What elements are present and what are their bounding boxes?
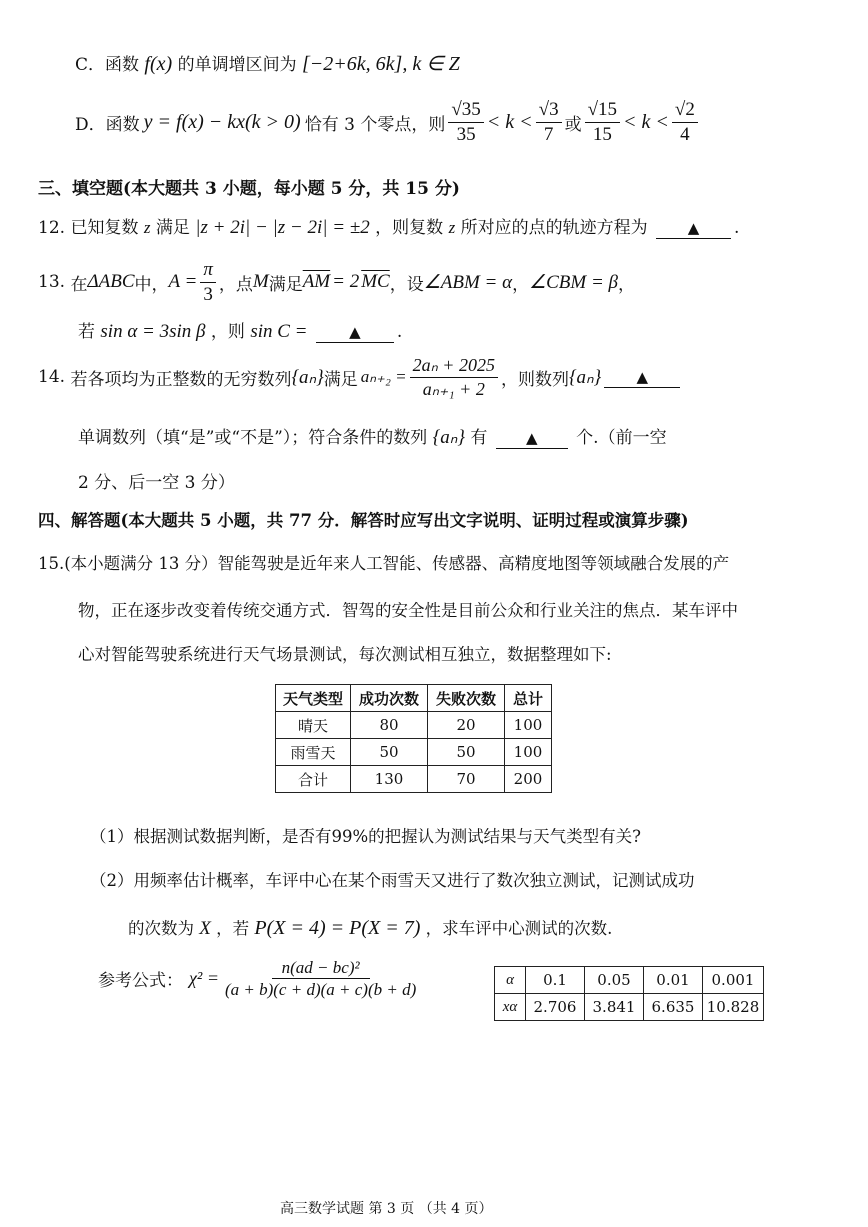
q14-text2: 满足 bbox=[323, 369, 358, 390]
q13-pi-den: 3 bbox=[203, 283, 213, 305]
critical-value-table bbox=[494, 966, 764, 1021]
x-cell: 6.635 bbox=[644, 994, 703, 1021]
q15-para-line2: 物，正在逐步改变着传统交通方式．智驾的安全性是目前公众和行业关注的焦点．某车评中 bbox=[78, 601, 738, 620]
table-cell: 合计 bbox=[276, 766, 351, 793]
q14-lhs: aₙ₊₂ = bbox=[360, 367, 407, 386]
q13-angle-cbm: ∠CBM = β bbox=[529, 271, 619, 293]
table-cell: 70 bbox=[428, 766, 505, 793]
q15-sub2-line1: （2）用频率估计概率，车评中心在某个雨雪天又进行了数次独立测试，记测试成功 bbox=[90, 871, 695, 890]
q13-l2-text1: 若 bbox=[78, 322, 95, 342]
q14-answer-blank2 bbox=[496, 428, 568, 449]
q15-data-table bbox=[275, 684, 552, 793]
table-cell: 20 bbox=[428, 712, 505, 739]
q11-d-frac3 bbox=[585, 98, 620, 147]
x-cell: 10.828 bbox=[703, 994, 764, 1021]
q11-c-interval: [−2+6k, 6k], k ∈ Z bbox=[302, 53, 460, 75]
table-cell: 100 bbox=[505, 739, 552, 766]
q11-d-frac1 bbox=[448, 98, 483, 147]
q11-c-text: 的单调增区间为 bbox=[177, 55, 297, 75]
table-row bbox=[276, 739, 552, 766]
q11-d-frac2-num: √3 bbox=[536, 98, 562, 123]
q11-d-text: 恰有 3 个零点，则 bbox=[304, 114, 446, 135]
q15-prob-equation: P(X = 4) = P(X = 7) bbox=[254, 917, 421, 939]
table-header-cell: 失败次数 bbox=[428, 685, 505, 712]
table-cell: 雨雪天 bbox=[276, 739, 351, 766]
q13-l2-text2: ，则 bbox=[210, 322, 245, 342]
q15-sub2-line2 bbox=[128, 915, 612, 940]
q14-seq2: {aₙ} bbox=[568, 366, 602, 388]
table-row bbox=[276, 766, 552, 793]
q12-text4: 所对应的点的轨迹方程为 bbox=[460, 218, 648, 238]
q15-s3-text2: ，若 bbox=[216, 919, 250, 938]
chi-square-fraction bbox=[222, 957, 419, 1001]
q13-blank-mark: ▲ bbox=[349, 323, 361, 341]
q11-d-lt2: < k < bbox=[623, 110, 669, 133]
chi-formula-num: n(ad − bc)² bbox=[272, 957, 370, 979]
q14-frac-den: aₙ₊₁ + 2 bbox=[422, 378, 485, 399]
q13-triangle: ΔABC bbox=[87, 271, 135, 293]
table-cell: 100 bbox=[505, 712, 552, 739]
q13-pi-frac bbox=[200, 258, 216, 307]
q14-frac-num: 2aₙ + 2025 bbox=[410, 354, 498, 378]
q14-line2 bbox=[78, 423, 667, 449]
q12-z1: z bbox=[143, 218, 151, 237]
reference-formula bbox=[98, 957, 422, 1001]
q12-z2: z bbox=[448, 218, 456, 237]
q14-frac bbox=[410, 354, 498, 400]
alpha-cell: 0.001 bbox=[703, 967, 764, 994]
x-cell: 3.841 bbox=[585, 994, 644, 1021]
q13-text1: 在 bbox=[70, 274, 88, 295]
q15-para-line3: 心对智能驾驶系统进行天气场景测试，每次测试相互独立，数据整理如下: bbox=[78, 645, 612, 664]
q13-text3: ，点 bbox=[218, 274, 253, 295]
q13-comma: ， bbox=[512, 274, 530, 295]
q15-s3-text3: ，求车评中心测试的次数. bbox=[425, 919, 613, 938]
table-header-row bbox=[276, 685, 552, 712]
q12-text3: ，则复数 bbox=[375, 218, 444, 238]
q15-sub1: （1）根据测试数据判断，是否有99%的把握认为测试结果与天气类型有关? bbox=[90, 827, 642, 846]
table-cell: 130 bbox=[351, 766, 428, 793]
x-cell: 2.706 bbox=[526, 994, 585, 1021]
q12-answer-blank bbox=[656, 218, 731, 239]
q11-d-frac4 bbox=[672, 98, 698, 147]
q13-text5: ，设 bbox=[389, 274, 424, 295]
q11-c-fx: f(x) bbox=[144, 53, 173, 75]
q15-para-line1: 15.(本小题满分 13 分）智能驾驶是近年来人工智能、传感器、高精度地图等领域融合发展的产 bbox=[38, 554, 730, 573]
q13-a-eq: A = bbox=[168, 271, 198, 293]
section-4-heading: 四、解答题(本大题共 5 小题，共 77 分．解答时应写出文字说明、证明过程或演算步骤) bbox=[38, 511, 689, 530]
q13-pi-num: π bbox=[200, 258, 216, 283]
critical-x-row bbox=[495, 994, 764, 1021]
alpha-row bbox=[495, 967, 764, 994]
section-3-heading: 三、填空题(本大题共 3 小题，每小题 5 分，共 15 分) bbox=[38, 179, 460, 199]
q13-text2: 中， bbox=[134, 274, 169, 295]
table-row bbox=[276, 712, 552, 739]
chi-square-symbol: χ² = bbox=[189, 968, 219, 989]
q13-vector-mc: $\overline{MC}$ bbox=[361, 271, 390, 293]
q13-answer-blank bbox=[316, 322, 394, 343]
q11-option-c bbox=[75, 50, 460, 76]
x-label-cell: xα bbox=[495, 994, 526, 1021]
q11-d-lt1: < k < bbox=[486, 110, 533, 133]
q11-d-expr: y = f(x) − kx(k > 0) bbox=[143, 110, 301, 133]
q14-text1: 若各项均为正整数的无穷数列 bbox=[70, 369, 292, 390]
q14-number: 14. bbox=[38, 367, 66, 387]
q13-text6: ， bbox=[618, 274, 636, 295]
table-cell: 晴天 bbox=[276, 712, 351, 739]
q13-vector-am: $\overline{AM}$ bbox=[302, 271, 331, 293]
q14-line1 bbox=[38, 354, 683, 400]
q12-text1: 已知复数 bbox=[70, 218, 139, 238]
q14-l2-text3: 个.（前一空 bbox=[576, 428, 667, 448]
q12-number: 12. bbox=[38, 218, 66, 238]
q14-text3: ，则数列 bbox=[500, 369, 569, 390]
q14-blank1-mark: ▲ bbox=[636, 367, 648, 386]
alpha-cell: 0.1 bbox=[526, 967, 585, 994]
q14-seq1: {aₙ} bbox=[291, 366, 324, 388]
q13-line1 bbox=[38, 258, 635, 307]
table-header-cell: 成功次数 bbox=[351, 685, 428, 712]
q11-d-frac3-den: 15 bbox=[592, 123, 612, 145]
alpha-cell: 0.05 bbox=[585, 967, 644, 994]
q11-d-or: 或 bbox=[564, 114, 582, 135]
q13-sin-equation: sin α = 3sin β bbox=[100, 321, 206, 342]
q15-x-var: X bbox=[199, 918, 211, 939]
q14-l2-text2: 有 bbox=[470, 428, 488, 448]
page-footer: 高三数学试题 第 3 页 （共 4 页） bbox=[280, 1201, 493, 1217]
q13-sin-c: sin C = bbox=[250, 321, 308, 342]
q15-s3-text1: 的次数为 bbox=[128, 919, 194, 938]
q13-eq2: = 2 bbox=[332, 271, 360, 293]
q12-equation: |z + 2i| − |z − 2i| = ±2 bbox=[195, 217, 370, 238]
table-header-cell: 天气类型 bbox=[276, 685, 351, 712]
q14-blank2-mark: ▲ bbox=[525, 429, 538, 447]
q11-d-frac4-num: √2 bbox=[672, 98, 698, 123]
q11-c-prefix: C．函数 bbox=[75, 55, 140, 75]
table-cell: 200 bbox=[505, 766, 552, 793]
q14-answer-blank1 bbox=[604, 367, 680, 388]
q13-number: 13. bbox=[38, 272, 66, 293]
q14-seq3: {aₙ} bbox=[432, 427, 465, 448]
table-cell: 50 bbox=[351, 739, 428, 766]
q11-d-frac3-num: √15 bbox=[585, 98, 620, 123]
q13-text4: 满足 bbox=[268, 274, 303, 295]
q11-d-frac1-den: 35 bbox=[456, 123, 476, 145]
q11-d-prefix: D．函数 bbox=[75, 114, 140, 135]
q13-point-m: M bbox=[252, 271, 269, 293]
q11-d-frac2 bbox=[536, 98, 562, 147]
q11-d-frac2-den: 7 bbox=[543, 123, 554, 145]
q14-l2-text1: 单调数列（填“是”或“不是”）；符合条件的数列 bbox=[78, 428, 428, 448]
ref-formula-label: 参考公式： bbox=[98, 971, 183, 992]
q11-d-frac4-den: 4 bbox=[680, 123, 690, 145]
q13-line2: 若 sin α = 3sin β ，则 sin C = ▲ . bbox=[78, 321, 403, 342]
table-cell: 80 bbox=[351, 712, 428, 739]
chi-formula-den: (a + b)(c + d)(a + c)(b + d) bbox=[224, 980, 417, 1000]
q12-blank-mark: ▲ bbox=[687, 219, 700, 237]
alpha-cell: 0.01 bbox=[644, 967, 703, 994]
q11-option-d bbox=[75, 98, 701, 147]
q14-line3: 2 分、后一空 3 分） bbox=[78, 473, 235, 493]
q11-d-frac1-num: √35 bbox=[448, 98, 483, 123]
q12-text2: 满足 bbox=[155, 218, 190, 238]
table-header-cell: 总计 bbox=[505, 685, 552, 712]
alpha-label-cell: α bbox=[495, 967, 526, 994]
q13-angle-abm: ∠ABM = α bbox=[423, 271, 513, 293]
q12: 12. 已知复数 z 满足 |z + 2i| − |z − 2i| = ±2 ，则复数 z 所对应的点的轨迹方程为 ▲ . bbox=[38, 217, 740, 238]
table-cell: 50 bbox=[428, 739, 505, 766]
